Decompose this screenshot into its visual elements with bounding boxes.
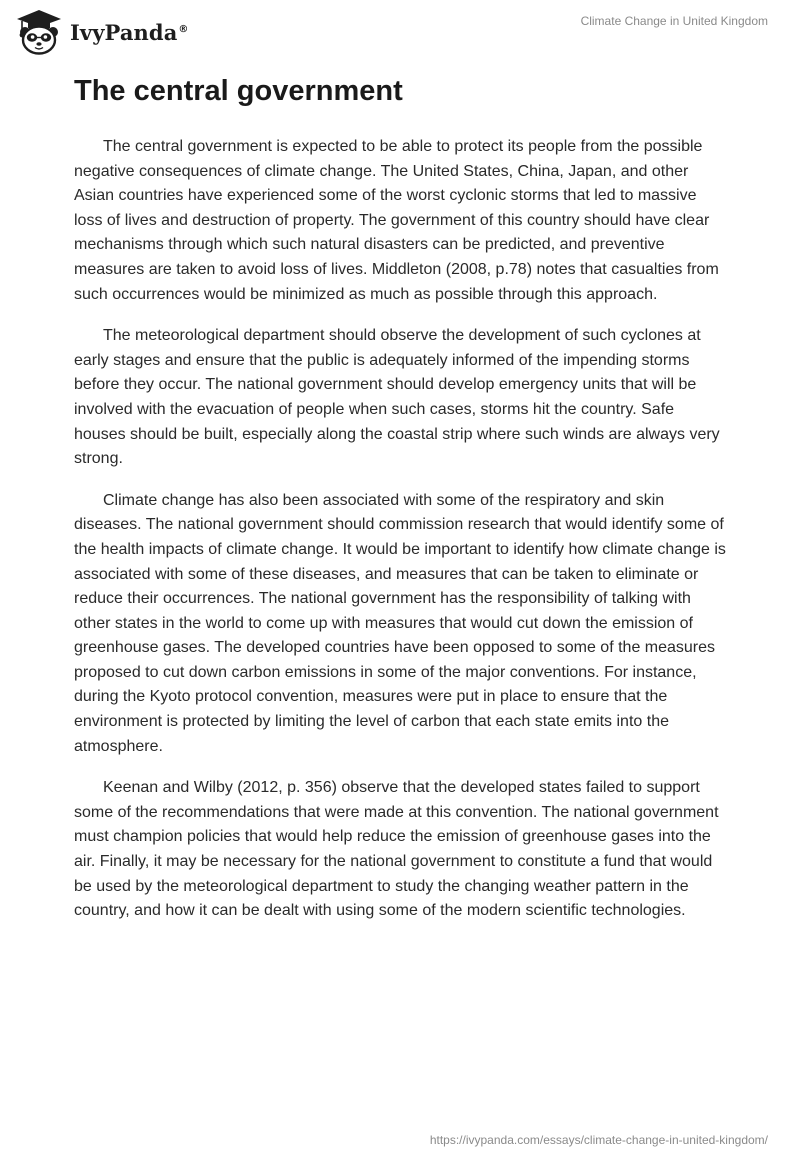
- brand-name: [70, 20, 189, 45]
- paragraph-4: Keenan and Wilby (2012, p. 356) observe that the developed states failed to support some of the recommendations that were made at this convention. The national government must champion policies that would help reduce the emission of greenhouse gases into the air. Finally, it may be necessary for the national government to constitute a fund that would be used by the meteorological department to study the changing weather pattern in the country, and how it can be dealt with using some of the modern scientific technologies.: [74, 779, 719, 920]
- graduation-panda-icon: [14, 9, 64, 55]
- section-heading: The central government: [74, 75, 403, 107]
- brand-text: IvyPanda: [70, 19, 178, 45]
- source-url[interactable]: https://ivypanda.com/essays/climate-change-in-united-kingdom/: [429, 1133, 768, 1147]
- registered-mark: ®: [178, 23, 189, 35]
- paragraph-3: Climate change has also been associated with some of the respiratory and skin diseases. The national government should commission research that would identify some of the health impacts of climate change. It would be important to identify how climate change is associated with some of these diseases, and measures that can be taken to eliminate or reduce their occurrences. The national government has the responsibility of talking with other states in the world to come up with measures that would cut down the emission of greenhouse gases. The developed countries have been opposed to some of the measures proposed to cut down carbon emissions in some of the major conventions. For instance, during the Kyoto protocol convention, measures were put in place to ensure that the environment is protected by limiting the level of carbon that each state emits into the atmosphere.: [74, 491, 726, 755]
- article-body: [74, 71, 726, 941]
- document-title: Climate Change in United Kingdom: [580, 14, 768, 28]
- paragraph-1: The central government is expected to be able to protect its people from the possible negative consequences of climate change. The United States, China, Japan, and other Asian countries have experienced some of the worst cyclonic storms that led to massive loss of lives and destruction of property. The government of this country should have clear mechanisms through which such natural disasters can be predicted, and preventive measures are taken to avoid loss of lives. Middleton (2008, p.78) notes that casualties from such occurrences would be minimized as much as possible through this approach.: [74, 138, 719, 303]
- page-header: [0, 0, 800, 60]
- paragraph-2: The meteorological department should observe the development of such cyclones at early stages and ensure that the public is adequately informed of the impending storms before they occur. The national government should develop emergency units that will be involved with the evacuation of people when such cases, storms hit the country. Safe houses should be built, especially along the coastal strip where such winds are always very strong.: [74, 327, 720, 468]
- ivypanda-logo[interactable]: [14, 8, 189, 56]
